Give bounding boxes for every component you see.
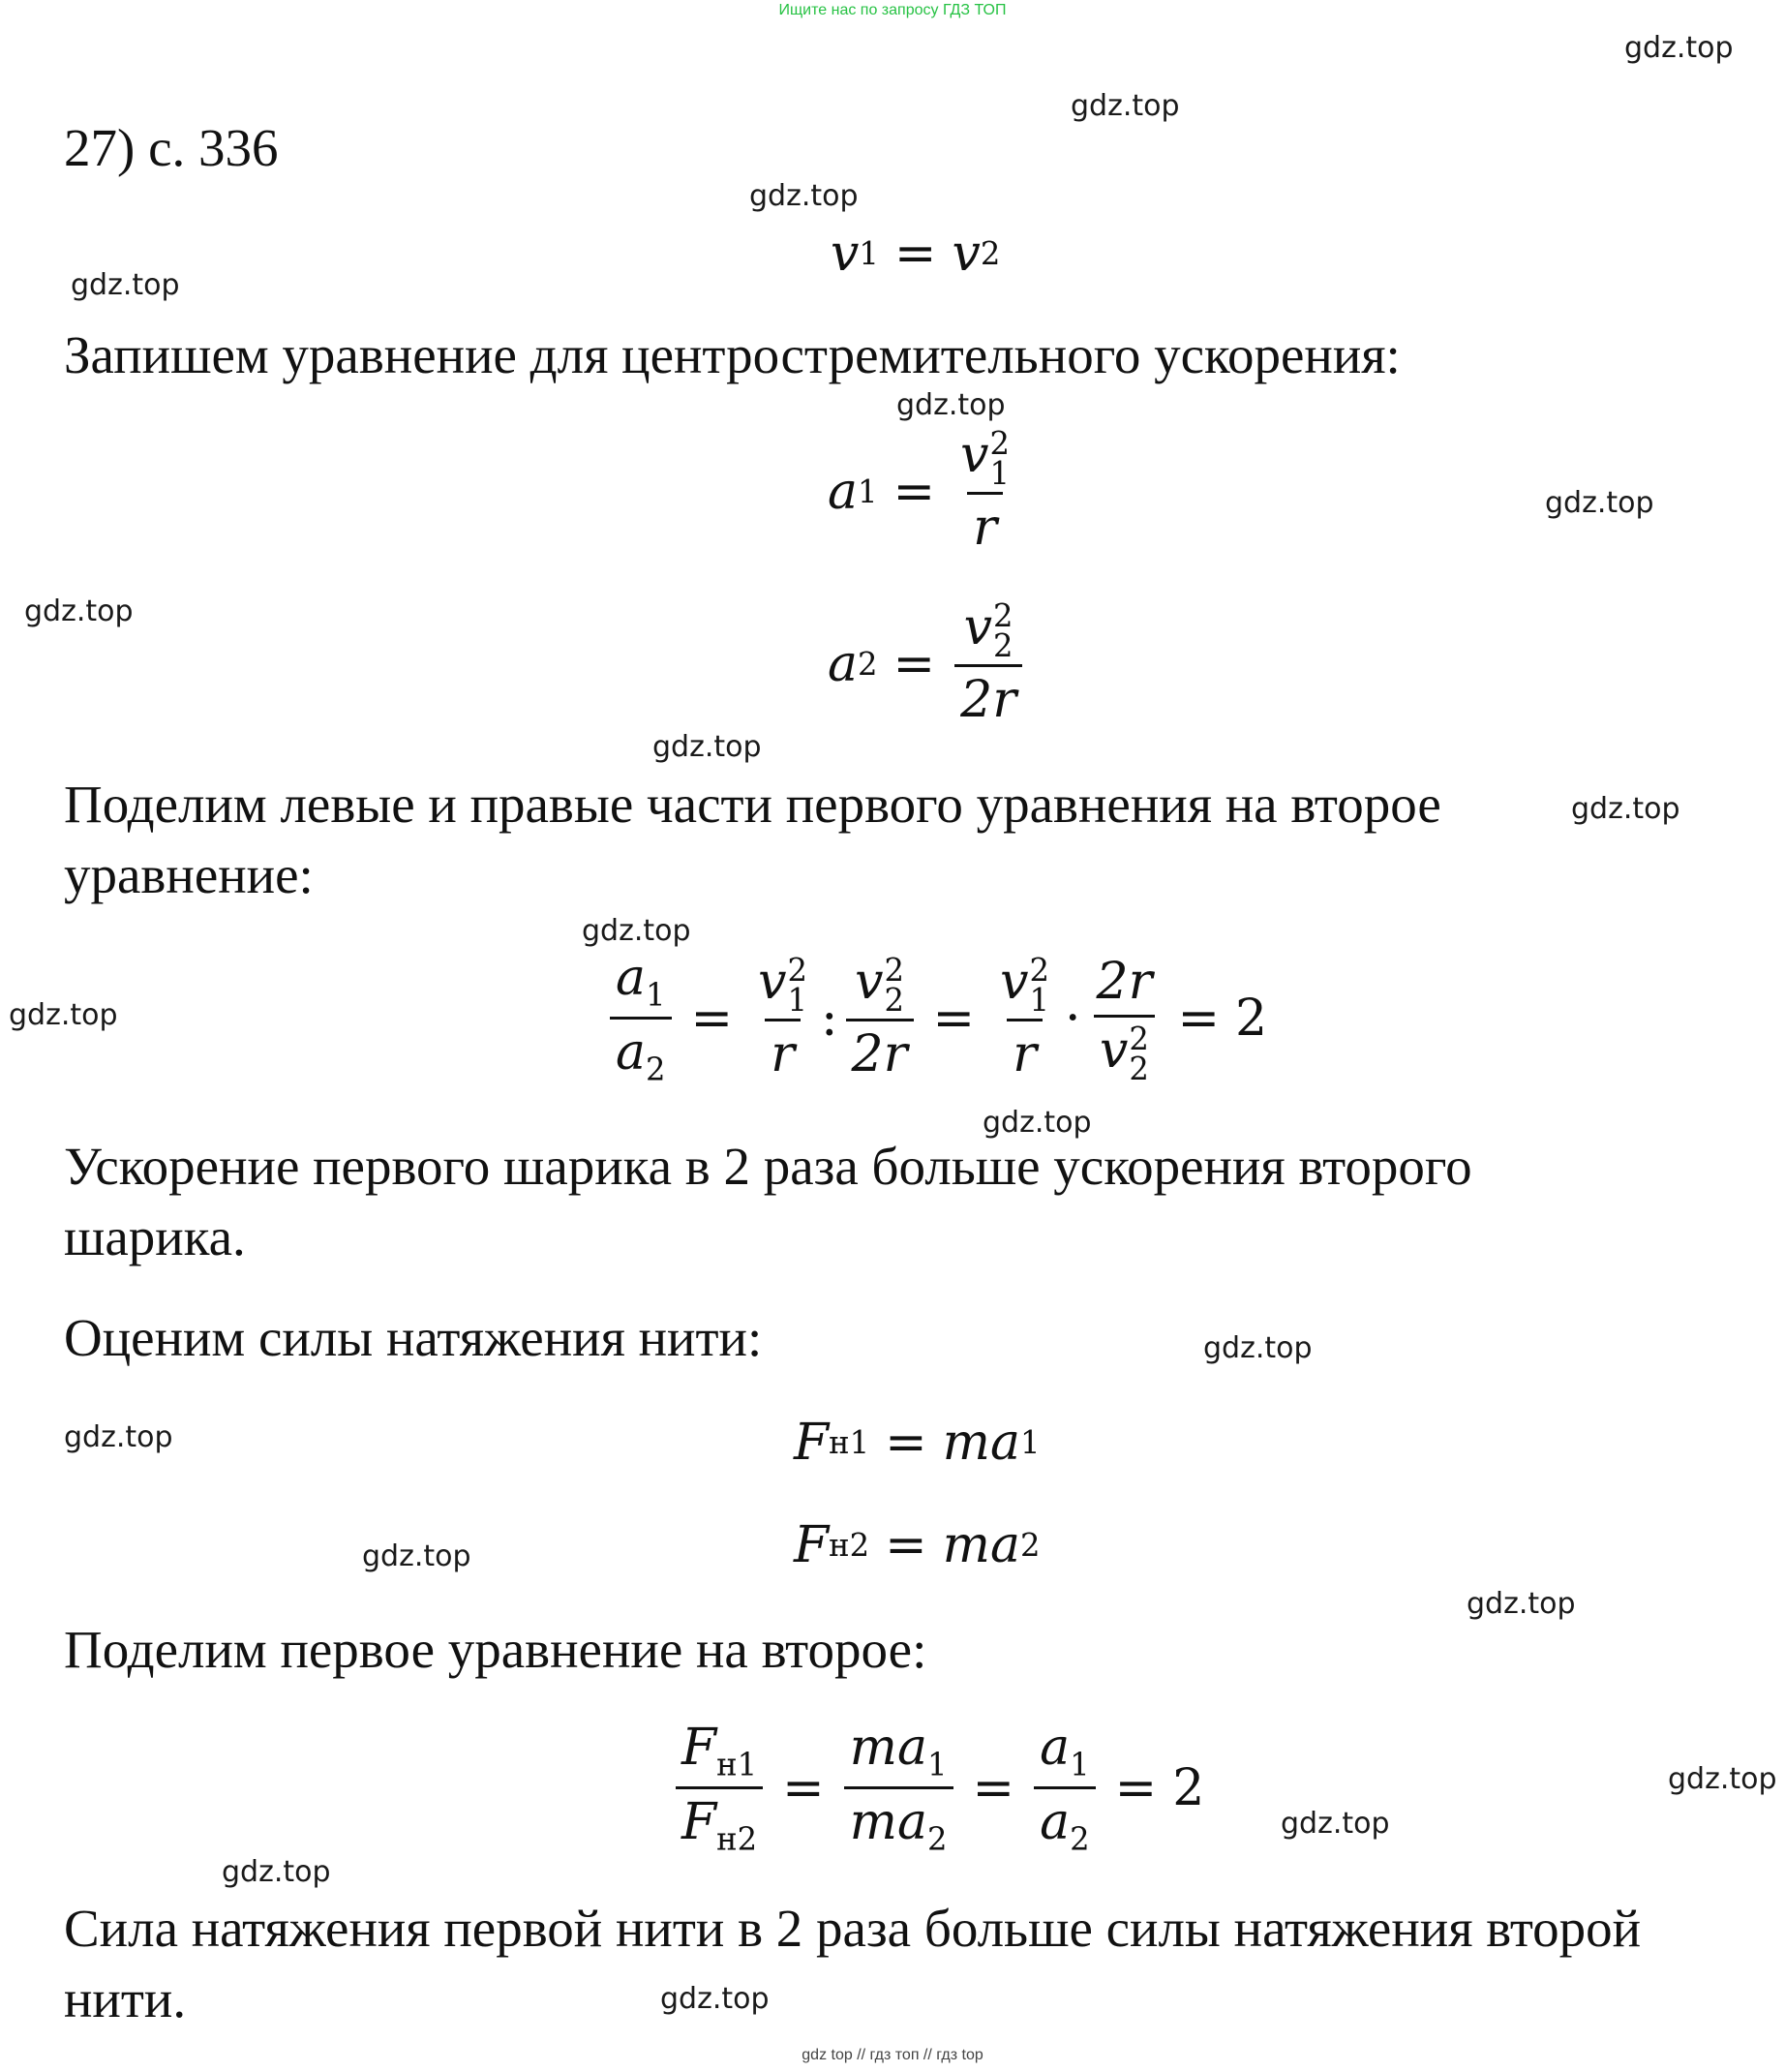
watermark: gdz.top	[1203, 1331, 1313, 1365]
watermark: gdz.top	[1668, 1762, 1777, 1796]
watermark: gdz.top	[9, 998, 118, 1032]
text-conclusion2a: Сила натяжения первой нити в 2 раза больше силы натяжения второй	[64, 1899, 1642, 1958]
text-intro: Запишем уравнение для центростремительного ускорения:	[64, 325, 1401, 384]
watermark: gdz.top	[24, 594, 134, 628]
footer-watermark: gdz top // гдз топ // гдз top	[802, 2047, 983, 2063]
equation-ratio-acceleration: $\frac{a_1}{a_2}$ = v 2 1 r : v 2 2 2r = v 2 1 r · 2r v 2 2 = 2	[606, 949, 1267, 1088]
watermark: gdz.top	[896, 388, 1006, 422]
text-divide1: Поделим левые и правые части первого уравнения на второе	[64, 775, 1441, 834]
equation-a2: a 2 = v 2 2 2r	[828, 598, 1026, 729]
equation-a1: a 1 = v 2 1 r	[828, 424, 1011, 558]
watermark: gdz.top	[749, 179, 859, 213]
watermark: gdz.top	[1281, 1807, 1390, 1841]
text-conclusion1a: Ускорение первого шарика в 2 раза больше ускорения второго	[64, 1137, 1472, 1196]
problem-label: 27) с. 336	[64, 118, 279, 177]
watermark: gdz.top	[362, 1539, 471, 1573]
text-divide2: Поделим первое уравнение на второе:	[64, 1620, 927, 1679]
watermark: gdz.top	[983, 1106, 1092, 1140]
watermark: gdz.top	[71, 268, 180, 302]
text-divide1b: уравнение:	[64, 845, 314, 904]
watermark: gdz.top	[660, 1982, 770, 2016]
top-banner: Ищите нас по запросу ГДЗ ТОП	[778, 2, 1007, 18]
equation-speed: v 1 = v 2	[831, 225, 1001, 283]
text-conclusion2b: нити.	[64, 1969, 187, 2028]
watermark: gdz.top	[64, 1420, 173, 1454]
equation-force1: F н1 = m a 1	[794, 1414, 1041, 1472]
watermark: gdz.top	[1071, 89, 1180, 123]
equation-ratio-force: $\frac{F_{н1}}{F_{н2}}$ = $\frac{ma_1}{ma_2}$ = $\frac{a_1}{a_2}$ = 2	[672, 1719, 1204, 1858]
watermark: gdz.top	[582, 914, 691, 948]
equation-force2: F н2 = m a 2	[794, 1516, 1041, 1574]
text-conclusion1b: шарика.	[64, 1207, 246, 1266]
text-tension: Оценим силы натяжения нити:	[64, 1308, 763, 1367]
watermark: gdz.top	[1571, 792, 1680, 826]
watermark: gdz.top	[1624, 31, 1734, 65]
watermark: gdz.top	[1545, 486, 1654, 520]
watermark: gdz.top	[1467, 1587, 1576, 1621]
watermark: gdz.top	[222, 1855, 331, 1889]
watermark: gdz.top	[652, 730, 762, 764]
